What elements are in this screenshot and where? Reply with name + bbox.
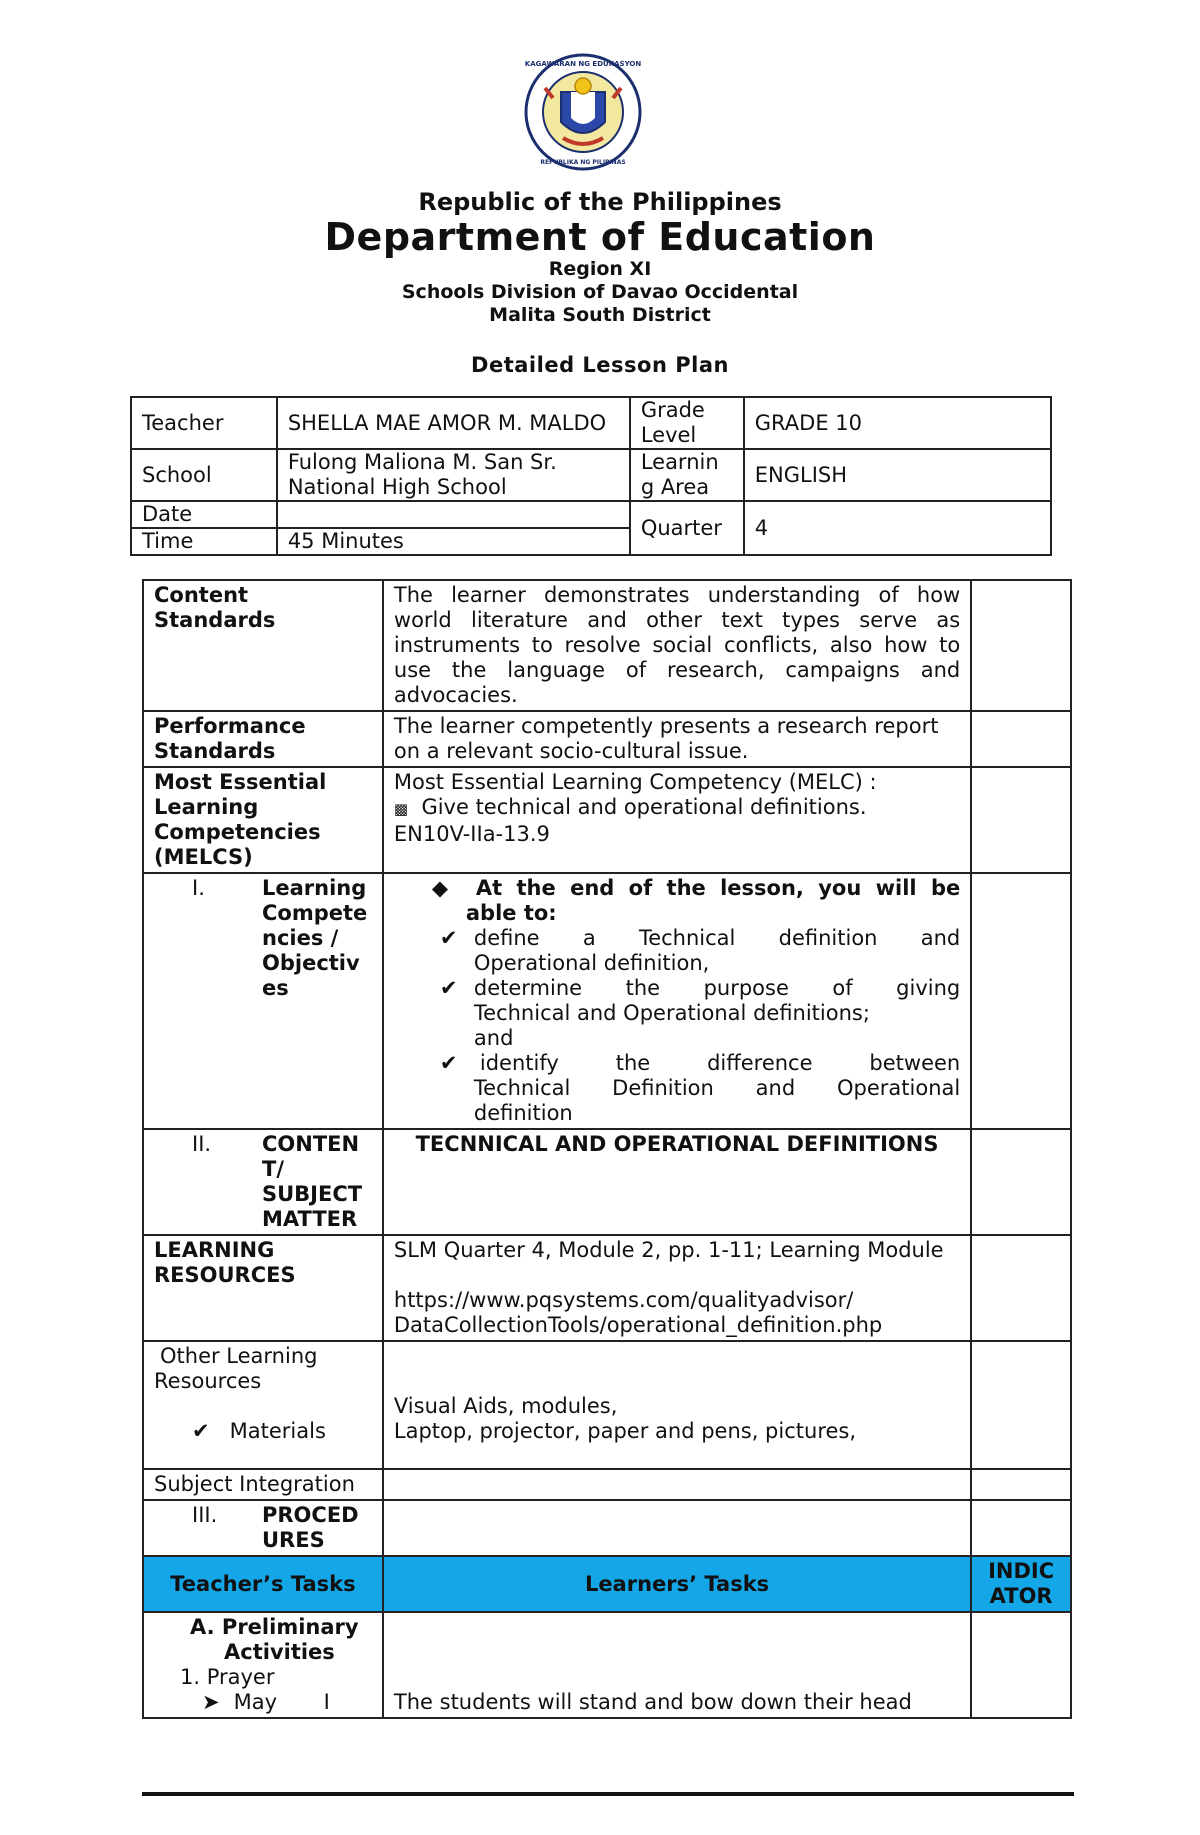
subject-integration-value xyxy=(383,1469,971,1500)
svg-text:REPUBLIKA NG PILIPINAS: REPUBLIKA NG PILIPINAS xyxy=(540,159,626,166)
teacher-value: SHELLA MAE AMOR M. MALDO xyxy=(277,397,630,449)
diamond-bullet-icon: ◆ xyxy=(431,876,449,900)
indicator-cell xyxy=(971,1500,1071,1556)
resource-link[interactable]: DataCollectionTools/operational_definition.php xyxy=(393,1313,883,1337)
grade-value: GRADE 10 xyxy=(744,397,1051,449)
indicator-cell xyxy=(971,1469,1071,1500)
content-standards-label: Content Standards xyxy=(143,580,383,711)
indicator-cell xyxy=(971,767,1071,873)
teacher-label: Teacher xyxy=(131,397,277,449)
division-heading: Schools Division of Davao Occidental xyxy=(401,281,799,303)
indicator-cell xyxy=(971,1129,1071,1235)
date-value xyxy=(277,501,630,528)
learners-tasks-header: Learners’ Tasks xyxy=(383,1556,971,1612)
melc-label: Most Essential Learning Competencies (MELCS) xyxy=(143,767,383,873)
table-row xyxy=(143,767,1071,873)
performance-standards-label: Performance Standards xyxy=(143,711,383,767)
objectives-label: I. Learning Compete ncies / Objectiv es xyxy=(143,873,383,1129)
time-label: Time xyxy=(131,528,277,555)
subject-integration-label: Subject Integration xyxy=(143,1469,383,1500)
melc-text: Most Essential Learning Competency (MELC) : ▩ Give technical and operational definitions. EN10V-IIa-13.9 xyxy=(383,767,971,873)
lesson-plan-table xyxy=(142,579,1072,1719)
arrow-bullet-icon: ➤ xyxy=(202,1690,220,1714)
content-standards-text: The learner demonstrates understanding of how world literature and other text types serve as instruments to resolve social conflicts, also how to use the language of research, campaigns and advocacies. xyxy=(383,580,971,711)
table-header-row xyxy=(143,1556,1071,1612)
table-row xyxy=(143,1341,1071,1469)
other-resources-text: Visual Aids, modules, Laptop, projector, paper and pens, pictures, xyxy=(383,1341,971,1469)
other-resources-label: Other Learning Resources ✔ Materials xyxy=(143,1341,383,1469)
teachers-task-cell: A. Preliminary Activities 1. Prayer ➤ May I xyxy=(143,1612,383,1718)
indicator-cell xyxy=(971,711,1071,767)
subject-matter-label: II. CONTEN T/ SUBJECT MATTER xyxy=(143,1129,383,1235)
footer-rule xyxy=(142,1792,1074,1796)
check-icon: ✔ xyxy=(439,1051,458,1075)
table-row xyxy=(143,1469,1071,1500)
indicator-cell xyxy=(971,1341,1071,1469)
learners-task-cell: The students will stand and bow down their head xyxy=(383,1612,971,1718)
district-heading: Malita South District xyxy=(489,304,711,326)
school-value: Fulong Maliona M. San Sr. National High School xyxy=(277,449,630,501)
time-value: 45 Minutes xyxy=(277,528,630,555)
svg-text:KAGAWARAN NG EDUKASYON: KAGAWARAN NG EDUKASYON xyxy=(524,60,642,68)
learning-area-value: ENGLISH xyxy=(744,449,1051,501)
check-icon: ✔ xyxy=(439,976,458,1000)
objectives-text: ◆ At the end of the lesson, you will be able to: ✔ define a Technical definition and Operational definition, ✔ determine the purpose of giving Technical and Operational definitions; and ✔ identify the difference between Technical Definition and Operational definition xyxy=(383,873,971,1129)
table-row xyxy=(143,873,1071,1129)
indicator-cell xyxy=(971,580,1071,711)
grade-label: Grade Level xyxy=(630,397,744,449)
check-icon: ✔ xyxy=(439,926,458,950)
learning-area-label: Learnin g Area xyxy=(630,449,744,501)
department-heading: Department of Education xyxy=(324,215,876,259)
region-heading: Region XI xyxy=(548,258,652,280)
performance-standards-text: The learner competently presents a research report on a relevant socio-cultural issue. xyxy=(383,711,971,767)
document-title: Detailed Lesson Plan xyxy=(471,353,729,377)
resource-link[interactable]: https://www.pqsystems.com/qualityadvisor/ xyxy=(393,1288,854,1312)
quarter-label: Quarter xyxy=(630,501,744,555)
check-icon: ✔ xyxy=(192,1419,210,1443)
table-row xyxy=(143,711,1071,767)
quarter-value: 4 xyxy=(744,501,1051,555)
table-row xyxy=(143,1235,1071,1341)
indicator-cell xyxy=(971,1612,1071,1718)
indicator-cell xyxy=(971,873,1071,1129)
info-table xyxy=(130,396,1052,556)
learning-resources-label: LEARNING RESOURCES xyxy=(143,1235,383,1341)
school-label: School xyxy=(131,449,277,501)
deped-seal-icon xyxy=(523,52,643,172)
indicator-cell xyxy=(971,1235,1071,1341)
bullet-icon: ▩ xyxy=(393,800,409,818)
table-row xyxy=(143,580,1071,711)
date-label: Date xyxy=(131,501,277,528)
table-row xyxy=(143,1500,1071,1556)
teachers-tasks-header: Teacher’s Tasks xyxy=(143,1556,383,1612)
table-row xyxy=(143,1612,1071,1718)
indicator-header: INDIC ATOR xyxy=(971,1556,1071,1612)
learning-resources-text: SLM Quarter 4, Module 2, pp. 1-11; Learning Module https://www.pqsystems.com/qualityadvisor/ DataCollectionTools/operational_definition.php xyxy=(383,1235,971,1341)
republic-heading: Republic of the Philippines xyxy=(418,188,782,216)
subject-matter-text: TECNNICAL AND OPERATIONAL DEFINITIONS xyxy=(383,1129,971,1235)
table-row xyxy=(143,1129,1071,1235)
procedures-label: III. PROCED URES xyxy=(143,1500,383,1556)
procedures-value xyxy=(383,1500,971,1556)
